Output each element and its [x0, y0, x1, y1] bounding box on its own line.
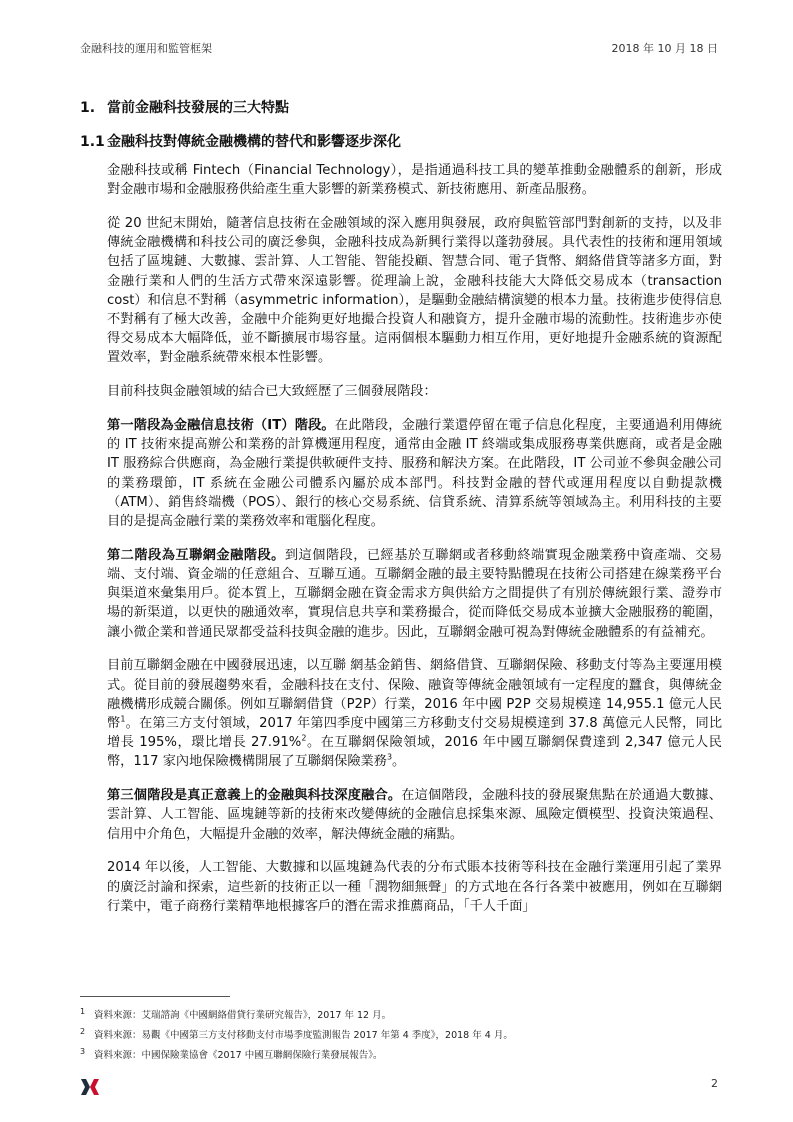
paragraph-history: 從 20 世紀末開始，隨著信息技術在金融領域的深入應用與發展，政府與監管部門對創新的支持，以及非傳統金融機構和科技公司的廣泛參與，金融科技成為新興行業得以蓬勃發展。具代表性的技術和運用領域包括了區塊鏈、大數據、雲計算、人工智能、智能投顧、智慧合同、電子貨幣、網絡借貸等諸多方面，對金融行業和人們的生活方式帶來深遠影響。從理論上說，金融科技能大大降低交易成本（transaction cost）和信息不對稱（asymmetric information），是驅動金融結構演變的根本力量。技術進步使得信息不對稱有了極大改善，金融中介能夠更好地撮合投資人和融資方，提升金融市場的流動性。技術進步亦使得交易成本大幅降低，並不斷擴展市場容量。這兩個根本驅動力相互作用，更好地提升金融系統的資源配置效率，對金融系統帶來根本性影響。: [107, 216, 722, 366]
section-heading: [80, 97, 289, 117]
footnote-text: 資料來源：艾瑞諮詢《中國網絡借貸行業研究報告》，2017 年 12 月。: [94, 1010, 392, 1021]
paragraph-china-internet-finance: [107, 656, 722, 771]
footnote-text: 資料來源：中國保險業協會《2017 中國互聯網保險行業發展報告》。: [94, 1050, 383, 1061]
footnote-1: [80, 1007, 720, 1027]
footnote-divider: [80, 996, 230, 997]
footnote-ref-2[interactable]: 2: [301, 733, 307, 743]
paragraph-stage-one: [107, 416, 722, 531]
stage-one-heading: 第一階段為金融信息技術（IT）階段。: [107, 418, 335, 434]
subsection-title: 金融科技對傳統金融機構的替代和影響逐步深化: [107, 134, 401, 150]
china-text-part-4: 。: [392, 754, 406, 770]
footnote-ref-1[interactable]: 1: [120, 714, 126, 724]
subsection-heading: [80, 131, 401, 151]
hkex-x-logo-icon: [80, 1077, 100, 1097]
section-number: 1.: [80, 100, 96, 116]
china-text-part-3: 。在互聯網保險領域，2016 年中國互聯網保費達到 2,347 億元人民幣，117 家內地保險機構開展了互聯網保險業務: [107, 735, 722, 770]
footnote-number: 1: [80, 1007, 86, 1016]
stage-one-text: 在此階段，金融行業還停留在電子信息化程度，主要通過利用傳統的 IT 技術來提高辦公和業務的計算機運用程度，通常由金融 IT 終端或集成服務專業供應商，或者是金融 IT 服務綜合供應商，為金融行業提供軟硬件支持、服務和解決方案。在此階段，IT 公司並不參與金融公司的業務環節，IT 系統在金融公司體系內屬於成本部門。科技對金融的替代或運用程度以自動提款機（ATM）、銷售終端機（POS）、銀行的核心交易系統、信貸系統、清算系統等領域為主。利用科技的主要目的是提高金融行業的業務效率和電腦化程度。: [107, 418, 722, 530]
footnote-number: 3: [80, 1047, 86, 1056]
header-date: 2018 年 10 月 18 日: [611, 42, 718, 55]
stage-two-heading: 第二階段為互聯網金融階段。: [107, 547, 285, 563]
footnote-ref-3[interactable]: 3: [386, 753, 393, 763]
china-text-part-2: 。在第三方支付領域，2017 年第四季度中國第三方移動支付交易規模達到 37.8 萬億元人民幣，同比增長 195%，環比增長 27.91%: [107, 716, 723, 751]
paragraph-stage-three: [107, 786, 722, 844]
footnote-2: [80, 1027, 720, 1047]
paragraph-stage-two: [107, 546, 722, 642]
footnote-text: 資料來源：易觀《中國第三方支付移動支付市場季度監測報告 2017 年第 4 季度》，2018 年 4 月。: [94, 1030, 513, 1041]
paragraph-post-2014: 2014 年以後，人工智能、大數據和以區塊鏈為代表的分布式賬本技術等科技在金融行業運用引起了業界的廣泛討論和探索，這些新的技術正以一種「潤物細無聲」的方式地在各行各業中被應用，例如在互聯網行業中，電子商務行業精準地根據客戶的潛在需求推薦商品，「千人千面」: [107, 860, 722, 914]
subsection-number: 1.1: [80, 134, 105, 150]
paragraph-three-stages-intro: 目前科技與金融領域的結合已大致經歷了三個發展階段：: [107, 384, 437, 400]
footnotes: [80, 1007, 720, 1067]
body-content: [107, 161, 722, 931]
footnote-number: 2: [80, 1027, 86, 1036]
stage-two-text: 到這個階段，已經基於互聯網或者移動終端實現金融業務中資產端、交易端、支付端、資金端的任意組合、互聯互通。互聯網金融的最主要特點體現在技術公司搭建在線業務平台與渠道來彙集用戶。從本質上，互聯網金融在資金需求方與供給方之間提供了有別於傳統銀行業、證券市場的新渠道，以更快的融通效率，實現信息共享和業務撮合，從而降低交易成本並擴大金融服務的範圍，讓小微企業和普通民眾都受益科技與金融的進步。因此，互聯網金融可視為對傳統金融體系的有益補充。: [107, 547, 723, 640]
stage-three-heading: 第三個階段是真正意義上的金融與科技深度融合。: [107, 788, 402, 804]
stage-three-text: 在這個階段，金融科技的發展聚焦點在於通過大數據、雲計算、人工智能、區塊鏈等新的技術來改變傳統的金融信息採集來源、風險定價模型、投資決策過程、信用中介角色，大幅提升金融的效率，解決傳統金融的痛點。: [107, 788, 722, 842]
footnote-3: [80, 1047, 720, 1067]
paragraph-fintech-definition: 金融科技或稱 Fintech（Financial Technology），是指通過科技工具的變革推動金融體系的創新，形成對金融市場和金融服務供給產生重大影響的新業務模式、新技術應用、新產品服務。: [107, 163, 722, 198]
china-text-part-1: 目前互聯網金融在中國發展迅速，以互聯 網基金銷售、網絡借貸、互聯網保險、移動支付等為主要運用模式。從目前的發展趨勢來看，金融科技在支付、保險、融資等傳統金融領域有一定程度的蠶食，與傳統金融機構形成競合關係。例如互聯網借貸（P2P）行業，2016 年中國 P2P 交易規模達 14,955.1 億元人民幣: [107, 658, 722, 732]
page-number: 2: [711, 1077, 718, 1090]
section-title: 當前金融科技發展的三大特點: [107, 100, 289, 116]
header-document-title: 金融科技的運用和監管框架: [80, 42, 212, 55]
page-header: [80, 40, 718, 56]
